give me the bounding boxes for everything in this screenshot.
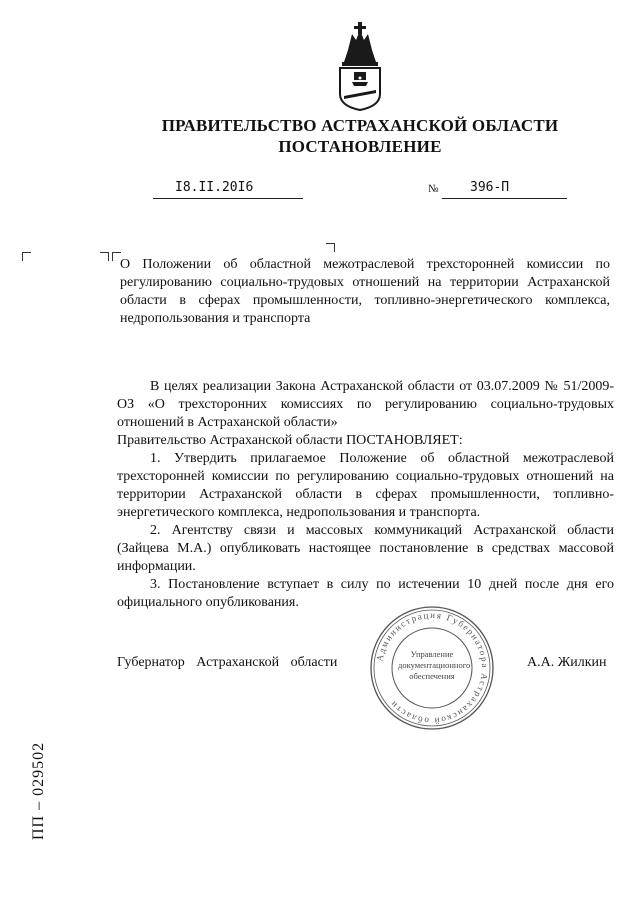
government-title: ПРАВИТЕЛЬСТВО АСТРАХАНСКОЙ ОБЛАСТИ	[161, 116, 559, 135]
document-subject: О Положении об областной межотраслевой трехсторонней комиссии по регулированию социально-трудовых отношений на территории Астраханской области в сферах промышленности, топливно-энергетического комплекса, недропользования и транспорта	[120, 257, 610, 326]
item-3-paragraph: 3. Постановление вступает в силу по истечении 10 дней после дня его официального опубликования.	[117, 577, 614, 610]
document-body	[117, 378, 614, 612]
corner-mark-subject-right	[100, 252, 109, 261]
stamp-center-text: Управление документационного обеспечения	[398, 649, 471, 681]
corner-mark-left	[22, 252, 31, 261]
corner-mark-mid	[326, 243, 335, 252]
item-1-paragraph: 1. Утвердить прилагаемое Положение об областной межотраслевой трехсторонней комиссии по регулированию социально-трудовых отношений на территории Астраханской области в сферах промышленности, топливно-энергетического комплекса, недропользования и транспорта.	[117, 451, 614, 520]
preamble-paragraph: В целях реализации Закона Астраханской области от 03.07.2009 № 51/2009-ОЗ «О трехсторонних комиссиях по регулированию социально-трудовых отношений в Астраханской области»	[117, 379, 614, 430]
stamp-ring-text: Администрация Губернатора Астраханской области	[374, 609, 491, 727]
decree-paragraph: Правительство Астраханской области ПОСТАНОВЛЯЕТ:	[117, 433, 463, 448]
document-date: I8.II.20I6	[175, 180, 254, 195]
item-2-paragraph: 2. Агентству связи и массовых коммуникаций Астраханской области (Зайцева М.А.) опубликовать настоящее постановление в средствах массовой информации.	[117, 523, 614, 574]
number-sign: №	[428, 183, 439, 195]
document-number: 396-П	[470, 180, 510, 195]
coat-of-arms-icon	[332, 20, 388, 112]
form-serial-number: ПП – 029502	[30, 741, 47, 840]
signatory-name: А.А. Жилкин	[527, 655, 607, 670]
document-type-title: ПОСТАНОВЛЕНИЕ	[278, 137, 442, 156]
signatory-position: Губернатор Астраханской области	[117, 655, 338, 670]
